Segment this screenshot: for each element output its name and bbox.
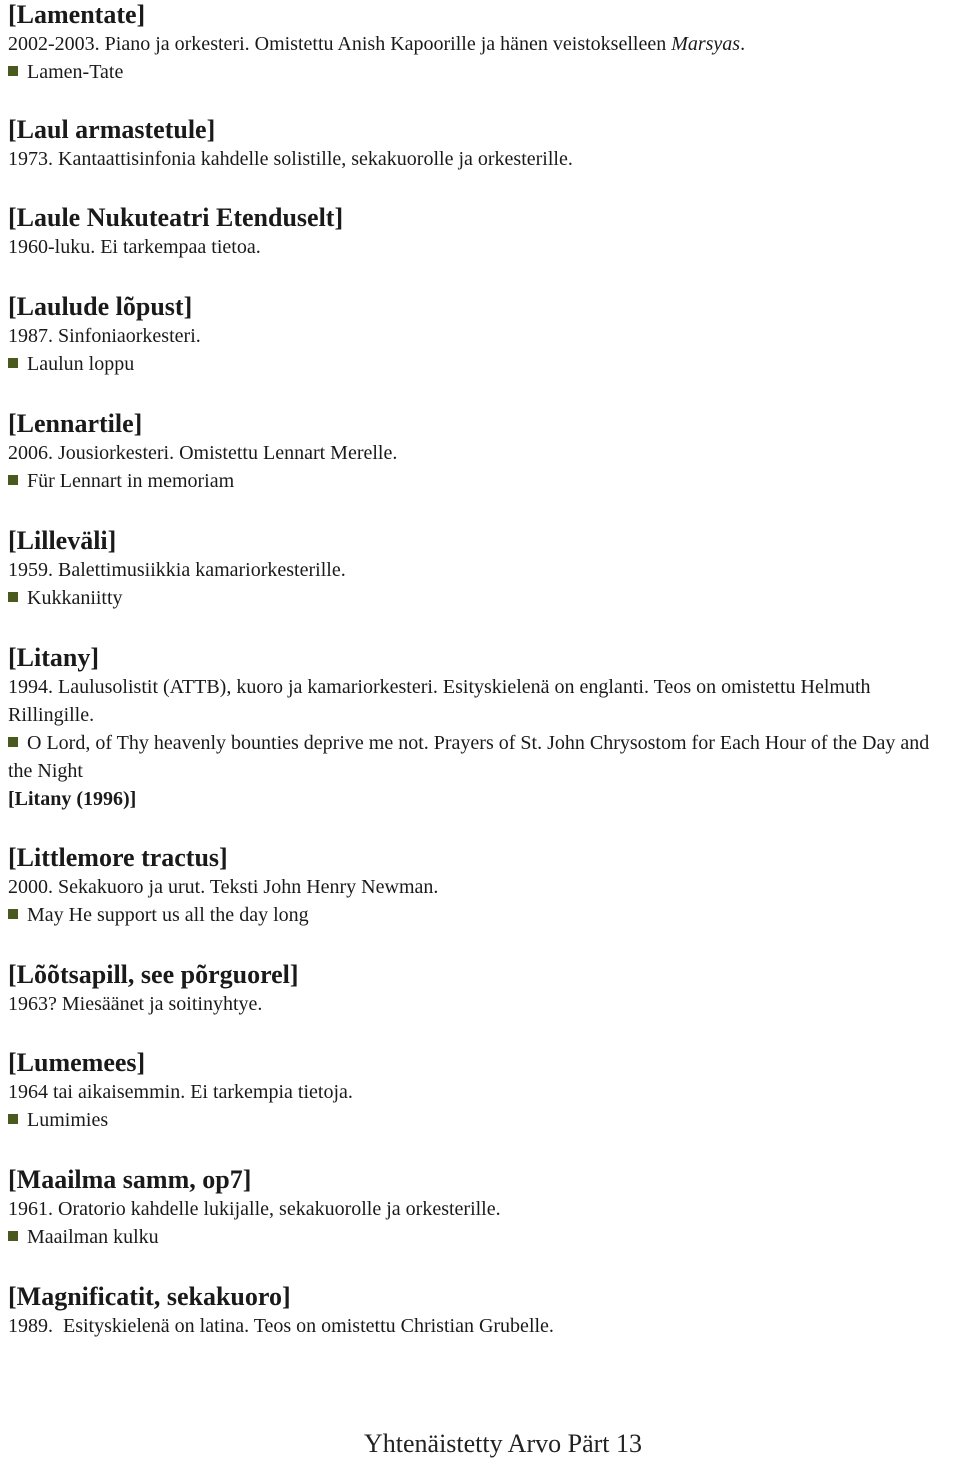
entry-littlemore-tractus [8, 843, 958, 929]
entry-alt-title [8, 901, 958, 929]
entry-description: 1959. Balettimusiikkia kamariorkesterille. [8, 559, 346, 581]
entry-description-italic: Marsyas [671, 33, 741, 55]
square-bullet-icon [8, 475, 18, 485]
entry-alt-title-text: May He support us all the day long [27, 904, 309, 926]
page-number: 13 [616, 1429, 642, 1458]
entry-title: [Maailma samm, op7] [8, 1165, 252, 1194]
entry-laule-nukuteatri [8, 203, 958, 261]
square-bullet-icon [8, 358, 18, 368]
entry-description: 1987. Sinfoniaorkesteri. [8, 325, 201, 347]
entry-alt-title [8, 467, 958, 495]
entry-alt-title [8, 350, 958, 378]
entry-alt-title-text: Für Lennart in memoriam [27, 470, 235, 492]
entry-description: 2006. Jousiorkesteri. Omistettu Lennart Merelle. [8, 442, 398, 464]
entry-alt-title-text: Maailman kulku [27, 1226, 159, 1248]
entry-title: [Laulude lõpust] [8, 292, 193, 321]
footer-title: Yhtenäistetty Arvo Pärt [363, 1429, 610, 1458]
entry-alt-title [8, 584, 958, 612]
entry-lootsapill [8, 960, 958, 1018]
entry-description-end: . [740, 33, 746, 55]
square-bullet-icon [8, 66, 18, 76]
page-footer [0, 1428, 960, 1460]
square-bullet-icon [8, 1114, 18, 1124]
entry-lumemees [8, 1048, 958, 1134]
entry-description: 1989. Esityskielenä on latina. Teos on omistettu Christian Grubelle. [8, 1315, 554, 1337]
entry-description: 1960-luku. Ei tarkempaa tietoa. [8, 236, 261, 258]
entry-description [8, 30, 958, 58]
entry-title: [Magnificatit, sekakuoro] [8, 1282, 291, 1311]
entry-description: 1963? Miesäänet ja soitinyhtye. [8, 993, 263, 1015]
entry-alt-title [8, 58, 958, 86]
entry-maailma-samm [8, 1165, 958, 1251]
entry-title: [Lõõtsapill, see põrguorel] [8, 960, 299, 989]
entry-description: 1994. Laulusolistit (ATTB), kuoro ja kamariorkesteri. Esityskielenä on englanti. Teos on omistettu Helmuth Rillingille. [8, 676, 871, 726]
entry-description-text: 2002-2003. Piano ja orkesteri. Omistettu Anish Kapoorille ja hänen veistokselleen [8, 33, 672, 55]
square-bullet-icon [8, 592, 18, 602]
entry-laulude-lopust [8, 292, 958, 378]
entry-description: 2000. Sekakuoro ja urut. Teksti John Henry Newman. [8, 876, 439, 898]
square-bullet-icon [8, 909, 18, 919]
entry-title: [Laule Nukuteatri Etenduselt] [8, 203, 344, 232]
entry-alt-title-text: Lamen-Tate [27, 61, 124, 83]
entry-alt-title-text: Lumimies [27, 1109, 109, 1131]
entry-lamentate [8, 0, 958, 86]
entry-title: [Litany] [8, 643, 99, 672]
entry-title: [Lilleväli] [8, 526, 117, 555]
square-bullet-icon [8, 737, 18, 747]
entry-description: 1973. Kantaattisinfonia kahdelle solistille, sekakuorolle ja orkesterille. [8, 148, 573, 170]
entry-title: [Littlemore tractus] [8, 843, 228, 872]
entry-magnificatit [8, 1282, 958, 1340]
entry-alt-title [8, 1106, 958, 1134]
entry-laul-armastetule [8, 115, 958, 173]
entry-title: [Lennartile] [8, 409, 143, 438]
entry-subtitle: [Litany (1996)] [8, 788, 137, 810]
entry-alt-title-text: Kukkaniitty [27, 587, 123, 609]
entry-description: 1964 tai aikaisemmin. Ei tarkempia tietoja. [8, 1081, 353, 1103]
entry-alt-title-text: Laulun loppu [27, 353, 135, 375]
entry-alt-title-text: O Lord, of Thy heavenly bounties deprive me not. Prayers of St. John Chrysostom for Each Hour of the Day and the Night [8, 732, 930, 782]
entry-title: [Lumemees] [8, 1048, 146, 1077]
entry-title: [Laul armastetule] [8, 115, 216, 144]
square-bullet-icon [8, 1231, 18, 1241]
entry-alt-title [8, 729, 958, 785]
entry-description: 1961. Oratorio kahdelle lukijalle, sekakuorolle ja orkesterille. [8, 1198, 501, 1220]
entry-lillevali [8, 526, 958, 612]
entry-title: [Lamentate] [8, 0, 146, 29]
entry-litany [8, 643, 958, 813]
entry-lennartile [8, 409, 958, 495]
entry-alt-title [8, 1223, 958, 1251]
